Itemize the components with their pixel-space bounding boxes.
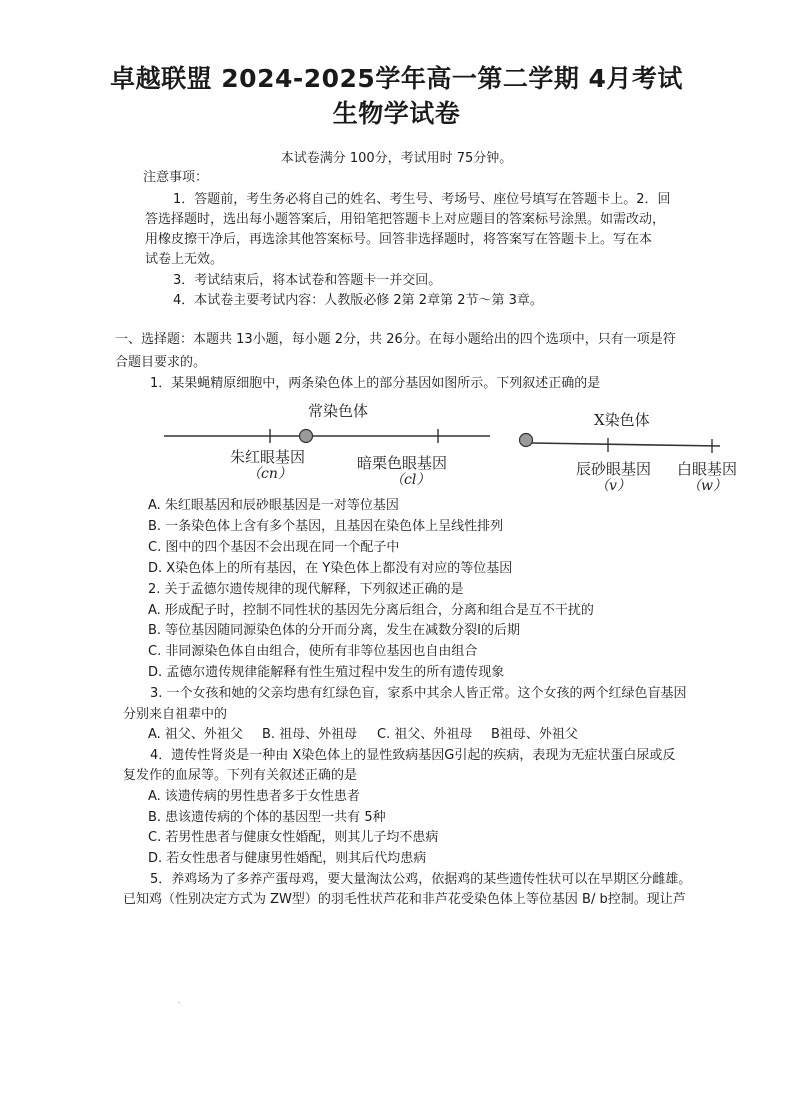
question-4-option-c: C. 若男性患者与健康女性婚配，则其儿子均不患病	[148, 830, 439, 845]
section-heading: 一、选择题：本题共 13小题，每小题 2分，共 26分。在每小题给出的四个选项中，只有一项是符	[115, 332, 676, 347]
autosome-label: 常染色体	[308, 402, 369, 420]
gene-w-name: 白眼基因	[677, 460, 738, 478]
question-1-option-a: A. 朱红眼基因和辰砂眼基因是一对等位基因	[148, 498, 399, 513]
notice-item-1-cont: 答选择题时，选出每小题答案后，用铅笔把答题卡上对应题目的答案标号涂黑。如需改动，	[145, 212, 666, 227]
gene-w-symbol: （w）	[687, 478, 727, 494]
question-3-stem-cont: 分别来自祖辈中的	[123, 707, 228, 722]
gene-cl-symbol: （cl）	[390, 472, 431, 488]
question-4-stem: 4．遗传性肾炎是一种由 X染色体上的显性致病基因G引起的疾病，表现为无症状蛋白尿或反	[150, 748, 676, 763]
question-2-option-c: C. 非同源染色体自由组合，使所有非等位基因也自由组合	[148, 644, 478, 659]
scan-speck: .	[178, 996, 181, 1005]
question-3-option-b: B. 祖母、外祖母	[262, 727, 358, 742]
question-2-option-b: B. 等位基因随同源染色体的分开而分离，发生在减数分裂Ⅰ的后期	[148, 623, 521, 638]
notice-item-3: 3．考试结束后，将本试卷和答题卡一并交回。	[173, 273, 442, 288]
question-1-option-b: B. 一条染色体上含有多个基因，且基因在染色体上呈线性排列	[148, 519, 504, 534]
question-5-stem-cont: 已知鸡（性别决定方式为 ZW型）的羽毛性状芦花和非芦花受染色体上等位基因 B/ b控制。现让芦	[123, 892, 686, 907]
question-3-option-d: B祖母、外祖父	[491, 727, 578, 742]
notice-item-1-cont: 试卷上无效。	[145, 252, 224, 267]
question-5-stem: 5．养鸡场为了多养产蛋母鸡，要大量淘汰公鸡，依据鸡的某些遗传性状可以在早期区分雌雄。	[150, 872, 692, 887]
question-4-option-d: D. 若女性患者与健康男性婚配，则其后代均患病	[148, 851, 427, 866]
question-4-option-a: A. 该遗传病的男性患者多于女性患者	[148, 789, 360, 804]
exam-title: 卓越联盟 2024-2025学年高一第二学期 4月考试	[110, 64, 683, 93]
question-1-option-d: D. X染色体上的所有基因，在 Y染色体上都没有对应的等位基因	[148, 561, 513, 576]
gene-cl-name: 暗栗色眼基因	[357, 454, 448, 472]
question-3-option-c: C. 祖父、外祖母	[377, 727, 473, 742]
notice-item-1-cont: 用橡皮擦干净后，再选涂其他答案标号。回答非选择题时，将答案写在答题卡上。写在本	[145, 232, 653, 247]
notice-heading: 注意事项：	[143, 170, 209, 185]
gene-cn-name: 朱红眼基因	[230, 448, 306, 466]
x-chromosome-label: X染色体	[594, 411, 650, 429]
question-1-option-c: C. 图中的四个基因不会出现在同一个配子中	[148, 540, 400, 555]
question-2-stem: 2. 关于孟德尔遗传规律的现代解释，下列叙述正确的是	[148, 582, 464, 597]
question-2-option-a: A. 形成配子时，控制不同性状的基因先分离后组合，分离和组合是互不干扰的	[148, 603, 594, 618]
autosome-centromere	[300, 430, 313, 443]
question-2-option-d: D. 孟德尔遗传规律能解释有性生殖过程中发生的所有遗传现象	[148, 665, 505, 680]
gene-v-symbol: （v）	[595, 478, 631, 494]
question-3-option-a: A. 祖父、外祖父	[148, 727, 243, 742]
notice-item-4: 4．本试卷主要考试内容：人教版必修 2第 2章第 2节～第 3章。	[173, 293, 543, 308]
question-4-stem-cont: 复发作的血尿等。下列有关叙述正确的是	[123, 768, 358, 783]
question-3-stem: 3. 一个女孩和她的父亲均患有红绿色盲，家系中其余人皆正常。这个女孩的两个红绿色盲基因	[150, 686, 687, 701]
exam-subject-title: 生物学试卷	[332, 99, 461, 128]
question-4-option-b: B. 患该遗传病的个体的基因型一共有 5种	[148, 810, 386, 825]
x-chromosome-line	[532, 443, 720, 446]
question-1-stem: 1．某果蝇精原细胞中，两条染色体上的部分基因如图所示。下列叙述正确的是	[150, 376, 601, 391]
gene-cn-symbol: （cn）	[247, 466, 292, 482]
x-chromosome-centromere	[520, 434, 533, 447]
score-time-info: 本试卷满分 100分，考试用时 75分钟。	[280, 151, 513, 166]
notice-item-1: 1．答题前，考生务必将自己的姓名、考生号、考场号、座位号填写在答题卡上。2．回	[173, 192, 671, 207]
gene-v-name: 辰砂眼基因	[576, 460, 652, 478]
section-heading-cont: 合题目要求的。	[115, 355, 207, 370]
